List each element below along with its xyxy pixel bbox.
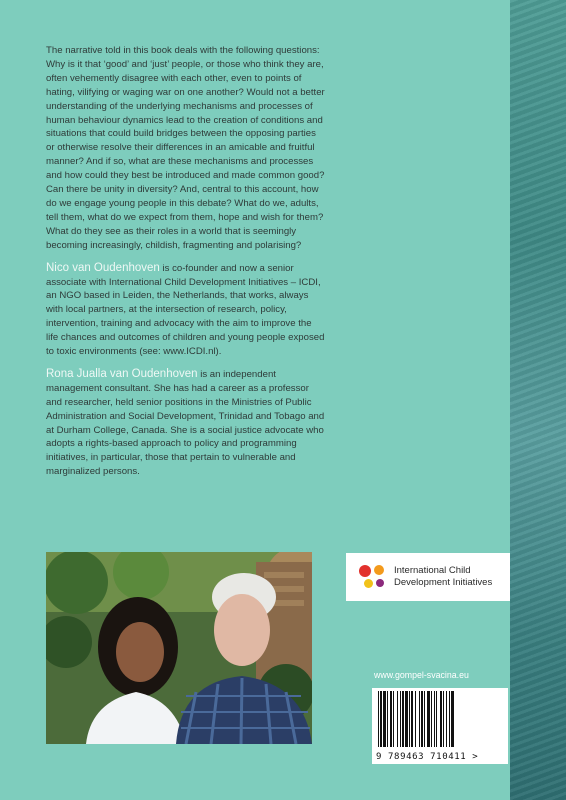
isbn-barcode [372, 688, 508, 764]
author2-paragraph [46, 368, 326, 479]
isbn-digits: 9 789463 710411 > [376, 752, 479, 762]
logo-dot-red [359, 565, 371, 577]
icdi-logo-text [394, 565, 492, 589]
logo-line2: Development Initiatives [394, 577, 493, 588]
authors-photo [46, 552, 312, 744]
author1-bio: is co-founder and now a senior associate with International Child Development Initiatives – ICDI, an NGO based in Leiden, the Netherlands, that works, always with local partners, at the intersection of research, policy, intervention, training and advocacy with the aim to improve the life chances and outcomes of children and young people exposed to toxic environments (see: www.ICDI.nl). [46, 262, 325, 358]
barcode-bars [376, 691, 504, 749]
authors-photo-illustration [46, 552, 312, 744]
author2-name: Rona Jualla van Oudenhoven [46, 367, 198, 380]
author2-bio: is an independent management consultant. She has had a career as a professor and researcher, held senior positions in the Ministries of Public Administration and Social Development, Trinidad and Tobago and at Durham College, Canada. She is a social justice advocate who adopts a rights-based approach to policy and programming initiatives, in particular, those that pertain to vulnerable and marginalized persons. [46, 368, 325, 478]
author1-name: Nico van Oudenhoven [46, 261, 160, 274]
icdi-logo-dots-icon [358, 562, 388, 592]
logo-dot-orange [374, 565, 384, 575]
logo-line1: International Child [394, 565, 471, 576]
blurb-intro: The narrative told in this book deals with the following questions: Why is it that ‘good’ and ‘just’ people, or those who think they are, often vehemently disagree with each other, even to points of hating, vilifying or waging war on one another? Would not a better understanding of the underlying mechanisms and processes of human behaviour dynamics lead to the creation of conditions and situations that could build bridges between the opposing parties or otherwise resolve their differences in an amicable and fruitful manner? And if so, what are these mechanisms and processes and how could they best be introduced and made common good? Can there be unity in diversity? And, central to this account, how do we engage young people in this debate? What do we, adults, tell them, what do we expect from them, hope and wish for them? What do they see as their roles in a world that is seemingly becoming increasingly, childish, fragmenting and polarising? [46, 45, 325, 251]
author1-paragraph [46, 262, 326, 359]
publisher-url: www.gompel-svacina.eu [374, 670, 469, 680]
spine-artwork [510, 0, 566, 800]
back-cover-text [46, 44, 326, 488]
logo-dot-yellow [364, 579, 373, 588]
logo-dot-purple [376, 579, 384, 587]
icdi-logo [346, 553, 510, 601]
